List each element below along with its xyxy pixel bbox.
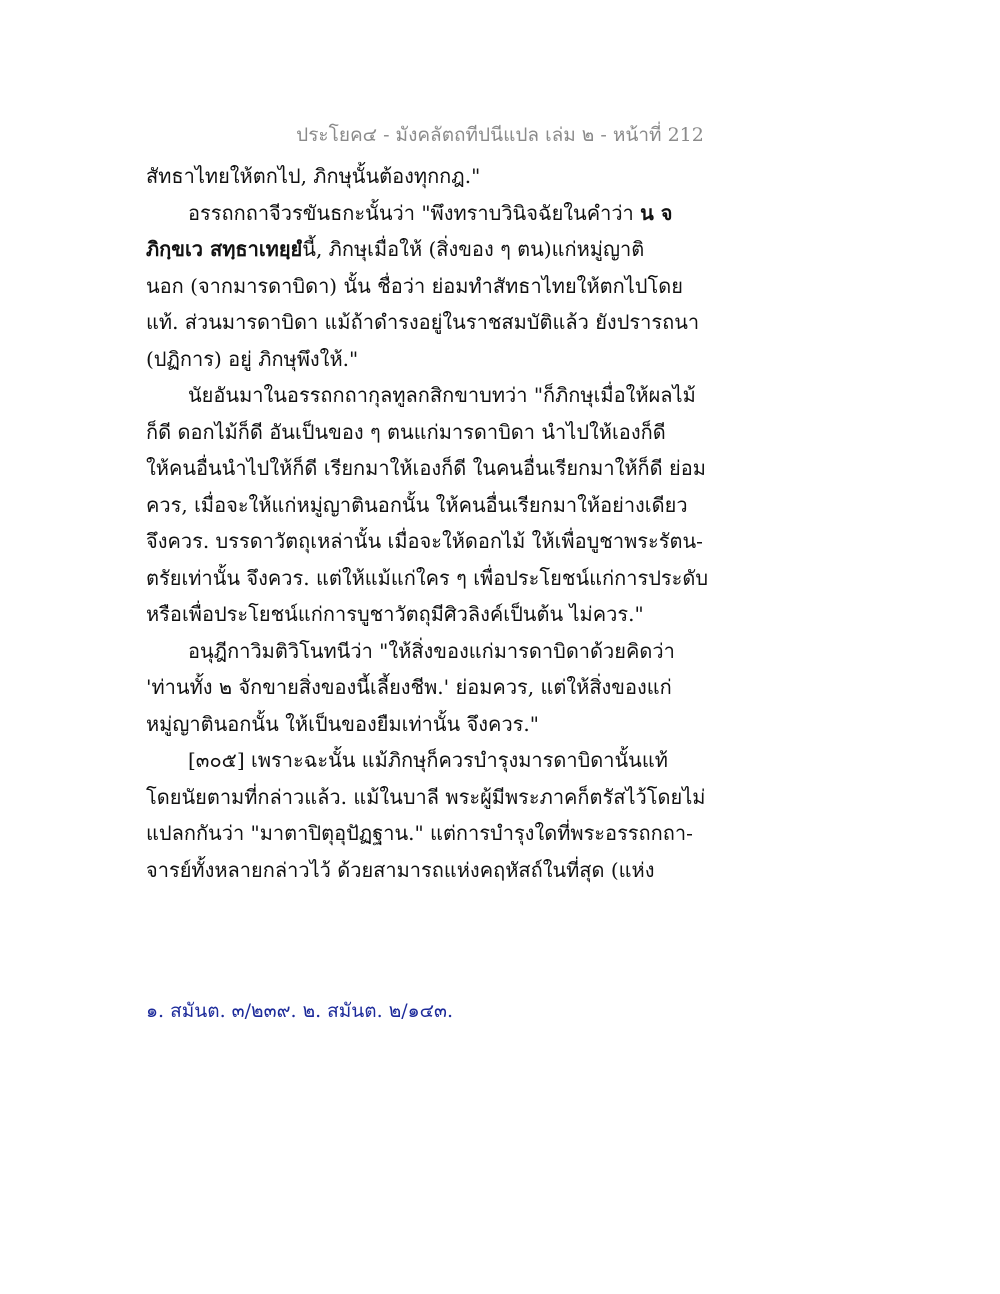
line-text: สัทธาไทยให้ตกไป, ภิกษุนั้นต้องทุกกฎ." [146, 164, 481, 188]
pali-term: น จ [640, 200, 673, 225]
text-line [146, 523, 866, 560]
line-text: อนุฎีกาวิมติวิโนทนีว่า "ให้สิ่งของแก่มารดาบิดาด้วยคิดว่า [188, 638, 675, 663]
line-text: โดยนัยตามที่กล่าวแล้ว. แม้ในบาลี พระผู้มีพระภาคก็ตรัสไว้โดยไม่ [146, 784, 706, 809]
line-text: ควร, เมื่อจะให้แก่หมู่ญาตินอกนั้น ให้คนอื่นเรียกมาให้อย่างเดียว [146, 492, 688, 517]
line-text: แท้. ส่วนมารดาบิดา แม้ถ้าดำรงอยู่ในราชสมบัติแล้ว ยังปรารถนา [146, 310, 700, 334]
line-text: จารย์ทั้งหลายกล่าวไว้ ด้วยสามารถแห่งคฤหัสถ์ในที่สุด (แห่ง [146, 857, 655, 882]
line-text: นอก (จากมารดาบิดา) นั้น ชื่อว่า ย่อมทำสัทธาไทยให้ตกไปโดย [146, 273, 683, 298]
line-text: นัยอันมาในอรรถกถา [188, 383, 368, 407]
line-text: 'ท่านทั้ง ๒ จักขายสิ่งของนี้เลี้ยงชีพ.' ย่อมควร, แต่ให้สิ่งของแก่ [146, 675, 672, 699]
text-line [146, 560, 866, 597]
text-line [146, 158, 866, 195]
body-text [146, 158, 866, 888]
line-text: กุลทูลกสิกขาบทว่า "ก็ภิกษุเมื่อให้ผลไม้ [367, 383, 696, 407]
text-line [146, 377, 866, 414]
text-line [146, 742, 866, 779]
line-text: (ปฏิการ) อยู่ ภิกษุพึงให้." [146, 346, 359, 371]
text-line [146, 779, 866, 816]
text-line [146, 596, 866, 633]
text-line [146, 195, 866, 232]
text-line [146, 815, 866, 852]
line-text: จีวรขันธกะนั้นว่า "พึงทราบวินิจฉัยในคำว่า [269, 200, 641, 225]
line-text: หรือเพื่อประโยชน์แก่การบูชาวัตถุมีศิวลิงค์เป็นต้น ไม่ควร." [146, 602, 644, 626]
text-line [146, 633, 866, 670]
line-text: นี้, ภิกษุเมื่อให้ (สิ่งของ ๆ ตน)แก่หมู่ญาติ [302, 237, 645, 261]
page-header: ประโยค๔ - มังคลัตถทีปนีแปล เล่ม ๒ - หน้าที่ 212 [296, 124, 704, 146]
line-text: จึงควร. บรรดาวัตถุเหล่านั้น เมื่อจะให้ดอกไม้ ให้เพื่อบูชาพระรัตน- [146, 529, 703, 553]
line-text: ตรัยเท่านั้น จึงควร. แต่ให้แม้แก่ใคร ๆ เพื่อประโยชน์แก่การประดับ [146, 565, 709, 590]
text-line [146, 450, 866, 487]
text-line [146, 706, 866, 743]
text-line [146, 852, 866, 889]
text-line [146, 341, 866, 378]
text-line [146, 231, 866, 268]
line-text: อรรถกถา [188, 200, 270, 225]
line-text: ให้คนอื่นนำไปให้ก็ดี เรียกมาให้เองก็ดี ในคนอื่นเรียกมาให้ก็ดี ย่อม [146, 456, 706, 480]
footnote: ๑. สมันต. ๓/๒๓๙. ๒. สมันต. ๒/๑๔๓. [146, 1000, 454, 1022]
text-line [146, 414, 866, 451]
line-text: หมู่ญาตินอกนั้น ให้เป็นของยืมเท่านั้น จึงควร." [146, 711, 539, 736]
line-text: แปลกกันว่า "มาตาปิตุอุปัฏฐาน." แต่การบำรุงใดที่พระอรรถกถา- [146, 821, 693, 845]
text-line [146, 268, 866, 305]
line-text: [๓๐๕] เพราะฉะนั้น แม้ภิกษุก็ควรบำรุงมารดาบิดานั้นแท้ [188, 748, 668, 772]
text-line [146, 669, 866, 706]
text-line [146, 487, 866, 524]
text-line [146, 304, 866, 341]
pali-term: ภิกฺขเว สทฺธาเทยฺยํ [146, 237, 303, 261]
line-text: ก็ดี ดอกไม้ก็ดี อันเป็นของ ๆ ตนแก่มารดาบิดา นำไปให้เองก็ดี [146, 419, 666, 444]
